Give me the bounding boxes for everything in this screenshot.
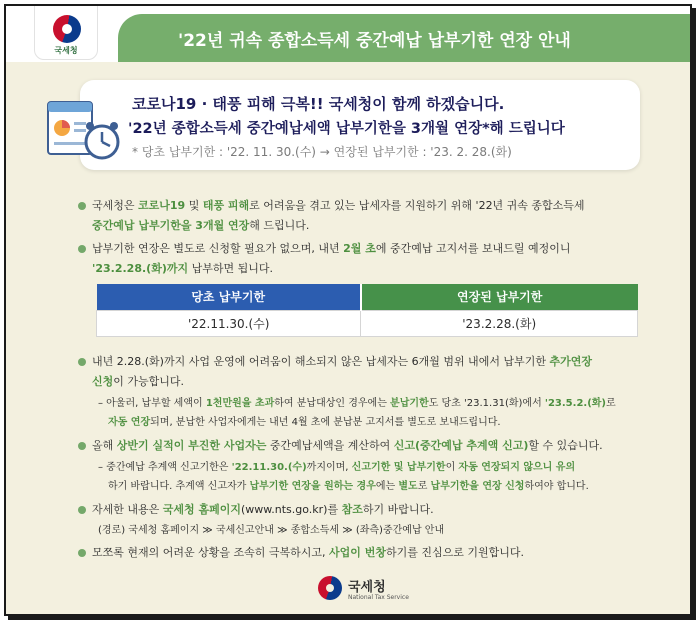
bullet-icon (78, 442, 86, 450)
headline-callout (80, 80, 640, 170)
footer-agency-name: 국세청 (348, 580, 386, 595)
paragraph-1-line-2: 중간예납 납부기한을 3개월 연장해 드립니다. (92, 219, 310, 232)
callout-note: * 당초 납부기한 : '22. 11. 30.(수) → 연장된 납부기한 : '23. 2. 28.(화) (132, 145, 512, 159)
table-row (97, 310, 638, 336)
bullet-icon (78, 245, 86, 253)
paragraph-1-line-1: 국세청은 코로나19 및 태풍 피해로 어려움을 겪고 있는 납세자를 지원하기 위해 '22년 귀속 종합소득세 (92, 199, 585, 212)
extended-deadline-cell: '23.2.28.(화) (361, 310, 638, 336)
paragraph-4-line-2: – 중간예납 추계액 신고기한은 '22.11.30.(수)까지이며, 신고기한 및 납부기한이 자동 연장되지 않으니 유의 (98, 462, 576, 473)
homepage-path: (경로) 국세청 홈페이지 ≫ 국세신고안내 ≫ 종합소득세 ≫ (좌측)중간예납 안내 (98, 525, 445, 536)
paragraph-3-line-1: 내년 2.28.(화)까지 사업 운영에 어려움이 해소되지 않은 납세자는 6개월 범위 내에서 납부기한 추가연장 (92, 355, 592, 368)
paragraph-4-line-1: 올해 상반기 실적이 부진한 사업자는 중간예납세액을 계산하여 신고(중간예납 추계액 신고)할 수 있습니다. (92, 439, 603, 452)
footer-agency-name-en: National Tax Service (348, 594, 409, 601)
bullet-icon (78, 549, 86, 557)
paragraph-2-line-1: 납부기한 연장은 별도로 신청할 필요가 없으며, 내년 2월 초에 중간예납 고지서를 보내드릴 예정이니 (92, 242, 571, 255)
paragraph-3-line-4: 자동 연장되며, 분납한 사업자에게는 내년 4월 초에 분납분 고지서를 별도로 보내드립니다. (108, 417, 501, 428)
table-header-original: 당초 납부기한 (97, 284, 361, 310)
paragraph-3-line-2: 신청이 가능합니다. (92, 375, 185, 388)
page-title: '22년 귀속 종합소득세 중간예납 납부기한 연장 안내 (178, 31, 571, 51)
original-deadline-cell: '22.11.30.(수) (97, 310, 361, 336)
table-header-extended: 연장된 납부기한 (361, 284, 638, 310)
paragraph-5-line-1: 자세한 내용은 국세청 홈페이지(www.nts.go.kr)를 참조하기 바랍니다. (92, 503, 434, 516)
header-banner (118, 14, 690, 62)
callout-slogan: 코로나19 · 태풍 피해 극복!! 국세청이 함께 하겠습니다. (132, 95, 505, 113)
agency-badge (34, 4, 98, 60)
bullet-icon (78, 506, 86, 514)
nts-footer-logo-icon (318, 576, 342, 600)
bullet-icon (78, 202, 86, 210)
document-clock-illustration-icon (44, 98, 124, 164)
paragraph-2-line-2: '23.2.28.(화)까지 납부하면 됩니다. (92, 262, 273, 275)
paragraph-4-line-3: 하기 바랍니다. 추계액 신고자가 납부기한 연장을 원하는 경우에는 별도로 납부기한을 연장 신청하여야 합니다. (108, 481, 589, 492)
notice-card (4, 4, 692, 616)
callout-main: '22년 종합소득세 중간예납세액 납부기한을 3개월 연장*해 드립니다 (128, 121, 565, 137)
paragraph-6: 모쪼록 현재의 어려운 상황을 조속히 극복하시고, 사업이 번창하기를 진심으로 기원합니다. (92, 546, 524, 559)
deadline-table (96, 284, 638, 337)
nts-logo-icon (53, 15, 81, 43)
paragraph-3-line-3: – 아울러, 납부할 세액이 1천만원을 초과하여 분납대상인 경우에는 분납기한도 당초 '23.1.31(화)에서 '23.5.2.(화)로 (98, 398, 616, 409)
bullet-icon (78, 358, 86, 366)
agency-name: 국세청 (54, 46, 78, 55)
top-bar (6, 6, 690, 62)
